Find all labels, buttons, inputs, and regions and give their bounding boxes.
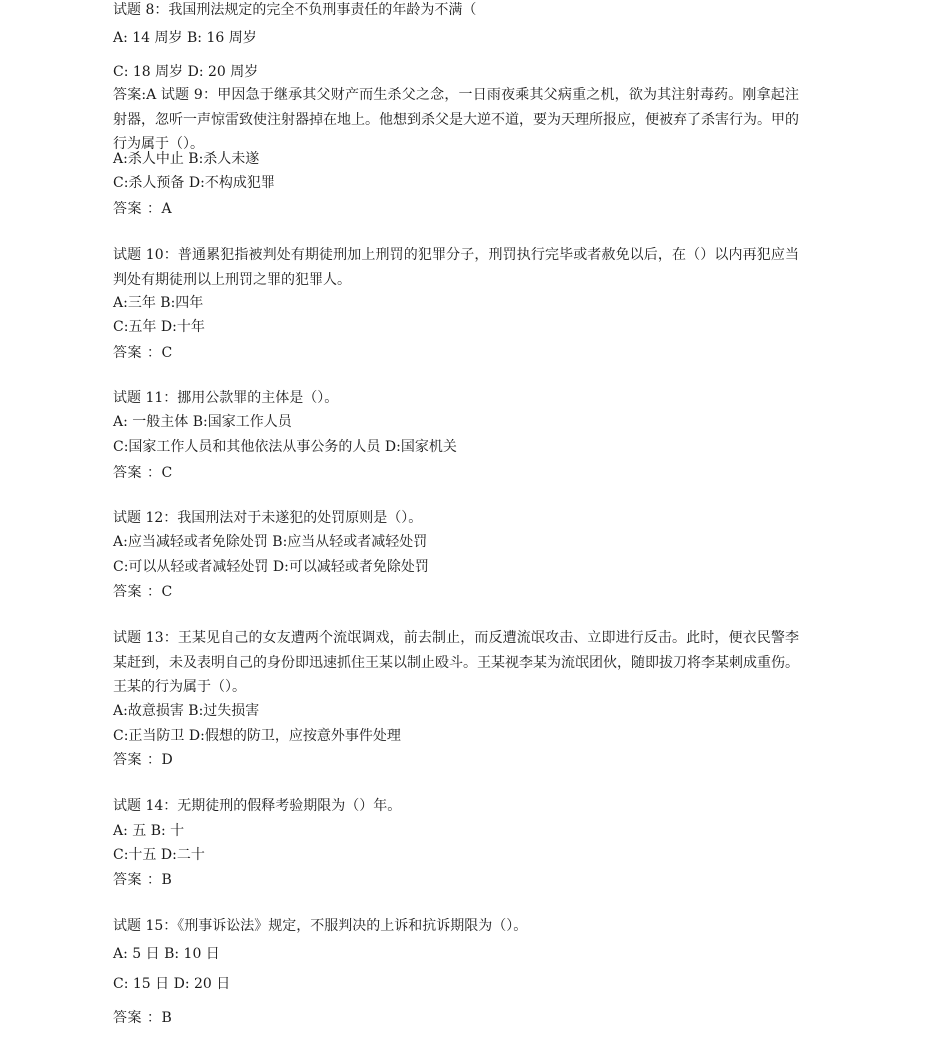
question-8-options-cd: C: 18 周岁 D: 20 周岁 bbox=[113, 64, 259, 80]
question-14-options-ab: A: 五 B: 十 bbox=[113, 823, 185, 839]
question-15-options-ab: A: 5 日 B: 10 日 bbox=[113, 946, 220, 962]
question-14-answer: 答案 ：B bbox=[113, 872, 173, 888]
question-10-options-ab: A:三年 B:四年 bbox=[113, 295, 204, 311]
question-15-answer: 答案 ：B bbox=[113, 1010, 173, 1026]
question-13-options-ab: A:故意损害 B:过失损害 bbox=[113, 703, 260, 719]
question-9-answer: 答案 ：A bbox=[113, 201, 173, 217]
question-15-options-cd: C: 15 日 D: 20 日 bbox=[113, 976, 231, 992]
question-11-options-cd: C:国家工作人员和其他依法从事公务的人员 D:国家机关 bbox=[113, 439, 457, 455]
question-14-options-cd: C:十五 D:二十 bbox=[113, 847, 205, 863]
question-9-options-cd: C:杀人预备 D:不构成犯罪 bbox=[113, 175, 275, 191]
question-13-stem: 试题 13：王某见自己的女友遭两个流氓调戏，前去制止，而反遭流氓攻击、立即进行反击。此时，便衣民警李某赶到，未及表明自己的身份即迅速抓住王某以制止殴斗。王某视李某为流氓团伙，随即拔刀将李某刺成重伤。王某的行为属于（）。 bbox=[113, 630, 799, 695]
question-12-stem: 试题 12：我国刑法对于未遂犯的处罚原则是（）。 bbox=[113, 510, 423, 526]
question-12-options-ab: A:应当减轻或者免除处罚 B:应当从轻或者减轻处罚 bbox=[113, 534, 428, 550]
question-13-answer: 答案 ：D bbox=[113, 752, 174, 768]
question-11-answer: 答案 ：C bbox=[113, 465, 173, 481]
question-9-options-ab: A:杀人中止 B:杀人未遂 bbox=[113, 151, 260, 167]
question-8-answer-and-question-9-stem: 答案:A 试题 9：甲因急于继承其父财产而生杀父之念，一日雨夜乘其父病重之机，欲为其注射毒药。刚拿起注射器，忽听一声惊雷致使注射器掉在地上。他想到杀父是大逆不道，要为天理所报应，便被弃了杀害行为。甲的行为属于（）。 bbox=[113, 87, 799, 152]
question-12-answer: 答案 ：C bbox=[113, 584, 173, 600]
question-8-options-ab: A: 14 周岁 B: 16 周岁 bbox=[113, 30, 257, 46]
question-10-answer: 答案 ：C bbox=[113, 345, 173, 361]
question-12-options-cd: C:可以从轻或者减轻处罚 D:可以减轻或者免除处罚 bbox=[113, 559, 429, 575]
question-11-stem: 试题 11：挪用公款罪的主体是（）。 bbox=[113, 390, 339, 406]
question-13-options-cd: C:正当防卫 D:假想的防卫，应按意外事件处理 bbox=[113, 728, 401, 744]
question-11-options-ab: A: 一般主体 B:国家工作人员 bbox=[113, 414, 292, 430]
question-8-stem: 试题 8：我国刑法规定的完全不负刑事责任的年龄为不满（ bbox=[113, 2, 477, 18]
question-10-stem: 试题 10：普通累犯指被判处有期徒刑加上刑罚的犯罪分子，刑罚执行完毕或者赦免以后，在（）以内再犯应当判处有期徒刑以上刑罚之罪的犯罪人。 bbox=[113, 247, 799, 288]
question-14-stem: 试题 14：无期徒刑的假释考验期限为（）年。 bbox=[113, 798, 402, 814]
question-10-options-cd: C:五年 D:十年 bbox=[113, 319, 205, 335]
question-15-stem: 试题 15：《刑事诉讼法》规定，不服判决的上诉和抗诉期限为（）。 bbox=[113, 918, 528, 934]
